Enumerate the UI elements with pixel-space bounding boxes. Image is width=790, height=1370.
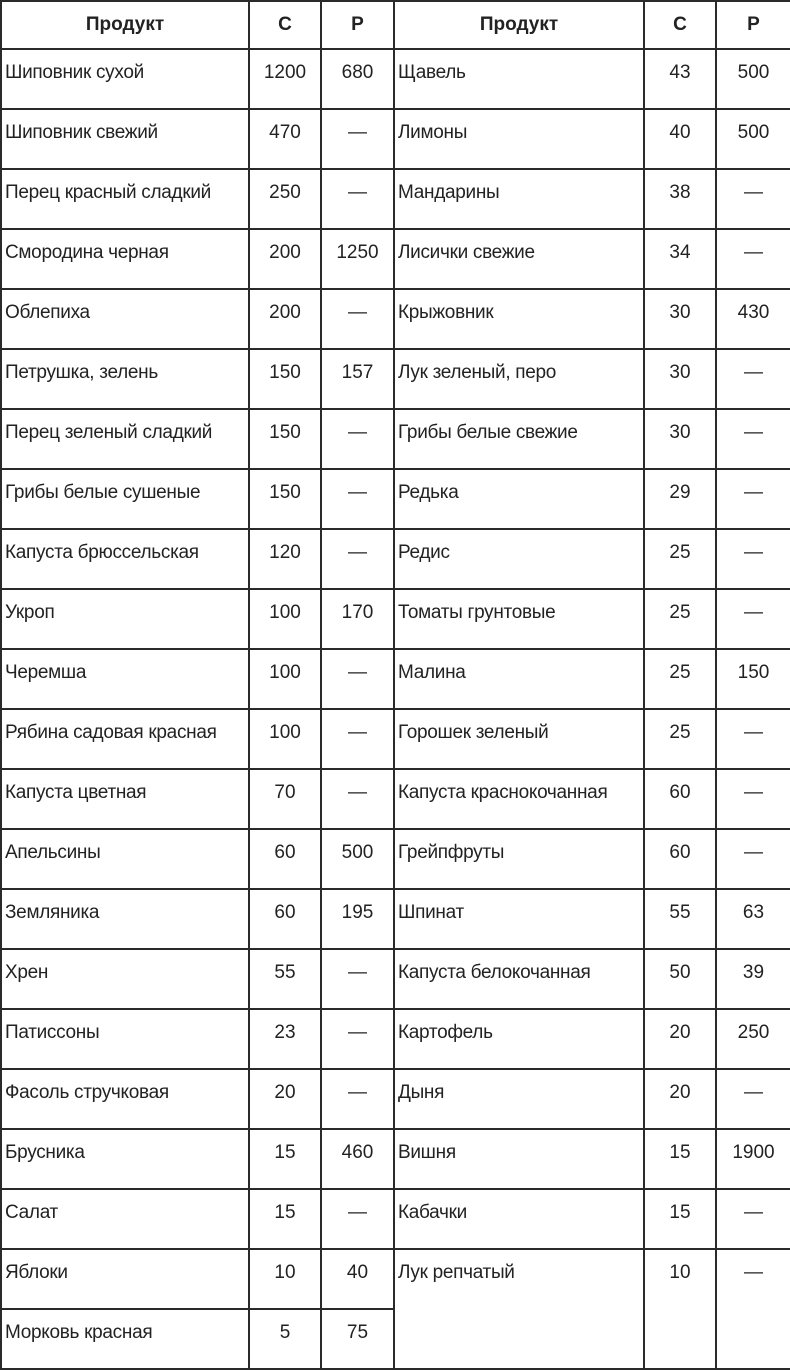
right-p-cell: 63: [716, 889, 790, 949]
left-product-cell: Земляника: [1, 889, 249, 949]
right-c-cell: 55: [644, 889, 716, 949]
left-p-cell: —: [321, 109, 394, 169]
left-p-cell: —: [321, 529, 394, 589]
right-product-cell: Крыжовник: [394, 289, 644, 349]
right-product-cell: Редька: [394, 469, 644, 529]
left-p-cell: —: [321, 649, 394, 709]
left-c-cell: 20: [249, 1069, 321, 1129]
left-p-cell: —: [321, 769, 394, 829]
right-c-cell: 30: [644, 409, 716, 469]
header-c-left: C: [249, 1, 321, 49]
left-c-cell: 1200: [249, 49, 321, 109]
header-row: [1, 1, 790, 49]
left-c-cell: 70: [249, 769, 321, 829]
right-p-cell: —: [716, 1069, 790, 1129]
left-product-cell: Апельсины: [1, 829, 249, 889]
right-p-cell: —: [716, 349, 790, 409]
left-product-cell: Салат: [1, 1189, 249, 1249]
right-c-cell: 29: [644, 469, 716, 529]
table-row: [1, 649, 790, 709]
left-c-cell: 100: [249, 589, 321, 649]
left-product-cell: Шиповник свежий: [1, 109, 249, 169]
table-row: [1, 1009, 790, 1069]
header-c-right: C: [644, 1, 716, 49]
header-product-right: Продукт: [394, 1, 644, 49]
right-c-cell: 15: [644, 1189, 716, 1249]
left-c-cell: 150: [249, 469, 321, 529]
left-c-cell: 100: [249, 649, 321, 709]
right-c-cell: 20: [644, 1069, 716, 1129]
left-c-cell: 200: [249, 229, 321, 289]
left-c-cell: 120: [249, 529, 321, 589]
left-c-cell: 15: [249, 1129, 321, 1189]
header-p-right: P: [716, 1, 790, 49]
right-c-cell: 43: [644, 49, 716, 109]
right-p-cell: 500: [716, 49, 790, 109]
left-c-cell: 55: [249, 949, 321, 1009]
right-product-cell: Горошек зеленый: [394, 709, 644, 769]
left-c-cell: 150: [249, 409, 321, 469]
table-row: [1, 409, 790, 469]
left-c-cell: 250: [249, 169, 321, 229]
right-p-cell: 250: [716, 1009, 790, 1069]
right-c-cell: 30: [644, 289, 716, 349]
table-row: [1, 349, 790, 409]
left-p-cell: —: [321, 1009, 394, 1069]
left-product-cell: Капуста цветная: [1, 769, 249, 829]
right-product-cell: Лисички свежие: [394, 229, 644, 289]
left-c-cell: 10: [249, 1249, 321, 1309]
left-p-cell: —: [321, 1189, 394, 1249]
left-product-cell: Рябина садовая красная: [1, 709, 249, 769]
left-product-cell: Хрен: [1, 949, 249, 1009]
table-body: [1, 49, 790, 1369]
left-product-cell: Морковь красная: [1, 1309, 249, 1369]
right-product-cell: Щавель: [394, 49, 644, 109]
left-product-cell: Яблоки: [1, 1249, 249, 1309]
left-p-cell: 460: [321, 1129, 394, 1189]
right-c-cell: 25: [644, 649, 716, 709]
left-product-cell: Патиссоны: [1, 1009, 249, 1069]
table-row: [1, 109, 790, 169]
right-c-cell: 25: [644, 589, 716, 649]
table-row: [1, 1129, 790, 1189]
right-product-cell: Дыня: [394, 1069, 644, 1129]
right-product-cell: Капуста белокочанная: [394, 949, 644, 1009]
left-p-cell: —: [321, 169, 394, 229]
left-c-cell: 470: [249, 109, 321, 169]
left-product-cell: Брусника: [1, 1129, 249, 1189]
left-c-cell: 15: [249, 1189, 321, 1249]
left-product-cell: Смородина черная: [1, 229, 249, 289]
left-product-cell: Шиповник сухой: [1, 49, 249, 109]
table-row: [1, 169, 790, 229]
right-product-cell: Лук зеленый, перо: [394, 349, 644, 409]
header-product-left: Продукт: [1, 1, 249, 49]
right-product-cell: Грибы белые свежие: [394, 409, 644, 469]
left-p-cell: 170: [321, 589, 394, 649]
right-p-cell: —: [716, 529, 790, 589]
left-c-cell: 60: [249, 889, 321, 949]
right-product-cell: Лимоны: [394, 109, 644, 169]
left-c-cell: 150: [249, 349, 321, 409]
right-c-cell: 20: [644, 1009, 716, 1069]
left-p-cell: 195: [321, 889, 394, 949]
right-p-cell: —: [716, 1249, 790, 1369]
left-p-cell: —: [321, 469, 394, 529]
right-p-cell: —: [716, 769, 790, 829]
right-c-cell: 50: [644, 949, 716, 1009]
right-product-cell: Томаты грунтовые: [394, 589, 644, 649]
left-product-cell: Грибы белые сушеные: [1, 469, 249, 529]
left-product-cell: Укроп: [1, 589, 249, 649]
right-product-cell: Картофель: [394, 1009, 644, 1069]
right-p-cell: —: [716, 589, 790, 649]
right-p-cell: 39: [716, 949, 790, 1009]
right-product-cell: Шпинат: [394, 889, 644, 949]
right-c-cell: 15: [644, 1129, 716, 1189]
header-p-left: P: [321, 1, 394, 49]
left-c-cell: 60: [249, 829, 321, 889]
right-p-cell: —: [716, 709, 790, 769]
right-p-cell: —: [716, 409, 790, 469]
right-c-cell: 25: [644, 529, 716, 589]
left-c-cell: 23: [249, 1009, 321, 1069]
table-row: [1, 709, 790, 769]
table-row: [1, 589, 790, 649]
table-row: [1, 289, 790, 349]
left-p-cell: —: [321, 949, 394, 1009]
left-product-cell: Капуста брюссельская: [1, 529, 249, 589]
left-c-cell: 5: [249, 1309, 321, 1369]
right-p-cell: 500: [716, 109, 790, 169]
right-product-cell: Капуста краснокочанная: [394, 769, 644, 829]
left-p-cell: 157: [321, 349, 394, 409]
table-row: [1, 829, 790, 889]
table-row: [1, 1189, 790, 1249]
left-p-cell: 40: [321, 1249, 394, 1309]
left-p-cell: —: [321, 409, 394, 469]
right-p-cell: —: [716, 169, 790, 229]
left-product-cell: Петрушка, зелень: [1, 349, 249, 409]
right-product-cell: Вишня: [394, 1129, 644, 1189]
table-row: [1, 1249, 790, 1309]
right-product-cell: Редис: [394, 529, 644, 589]
left-product-cell: Перец красный сладкий: [1, 169, 249, 229]
left-product-cell: Черемша: [1, 649, 249, 709]
right-p-cell: —: [716, 829, 790, 889]
right-c-cell: 34: [644, 229, 716, 289]
right-product-cell: Кабачки: [394, 1189, 644, 1249]
left-product-cell: Фасоль стручковая: [1, 1069, 249, 1129]
left-p-cell: 680: [321, 49, 394, 109]
right-product-cell: Мандарины: [394, 169, 644, 229]
left-p-cell: —: [321, 709, 394, 769]
left-product-cell: Облепиха: [1, 289, 249, 349]
right-c-cell: 60: [644, 769, 716, 829]
left-p-cell: 1250: [321, 229, 394, 289]
left-p-cell: 500: [321, 829, 394, 889]
right-product-cell: Лук репчатый: [394, 1249, 644, 1369]
left-product-cell: Перец зеленый сладкий: [1, 409, 249, 469]
table-row: [1, 229, 790, 289]
table-row: [1, 949, 790, 1009]
right-c-cell: 38: [644, 169, 716, 229]
table-row: [1, 49, 790, 109]
right-c-cell: 30: [644, 349, 716, 409]
left-c-cell: 100: [249, 709, 321, 769]
right-p-cell: —: [716, 469, 790, 529]
table-row: [1, 889, 790, 949]
table-row: [1, 469, 790, 529]
left-c-cell: 200: [249, 289, 321, 349]
right-p-cell: 430: [716, 289, 790, 349]
right-c-cell: 60: [644, 829, 716, 889]
left-p-cell: —: [321, 1069, 394, 1129]
right-c-cell: 10: [644, 1249, 716, 1369]
right-p-cell: 1900: [716, 1129, 790, 1189]
right-c-cell: 25: [644, 709, 716, 769]
table-row: [1, 529, 790, 589]
table-row: [1, 769, 790, 829]
right-product-cell: Малина: [394, 649, 644, 709]
right-c-cell: 40: [644, 109, 716, 169]
right-p-cell: 150: [716, 649, 790, 709]
table-row: [1, 1069, 790, 1129]
right-product-cell: Грейпфруты: [394, 829, 644, 889]
left-p-cell: 75: [321, 1309, 394, 1369]
left-p-cell: —: [321, 289, 394, 349]
right-p-cell: —: [716, 1189, 790, 1249]
right-p-cell: —: [716, 229, 790, 289]
